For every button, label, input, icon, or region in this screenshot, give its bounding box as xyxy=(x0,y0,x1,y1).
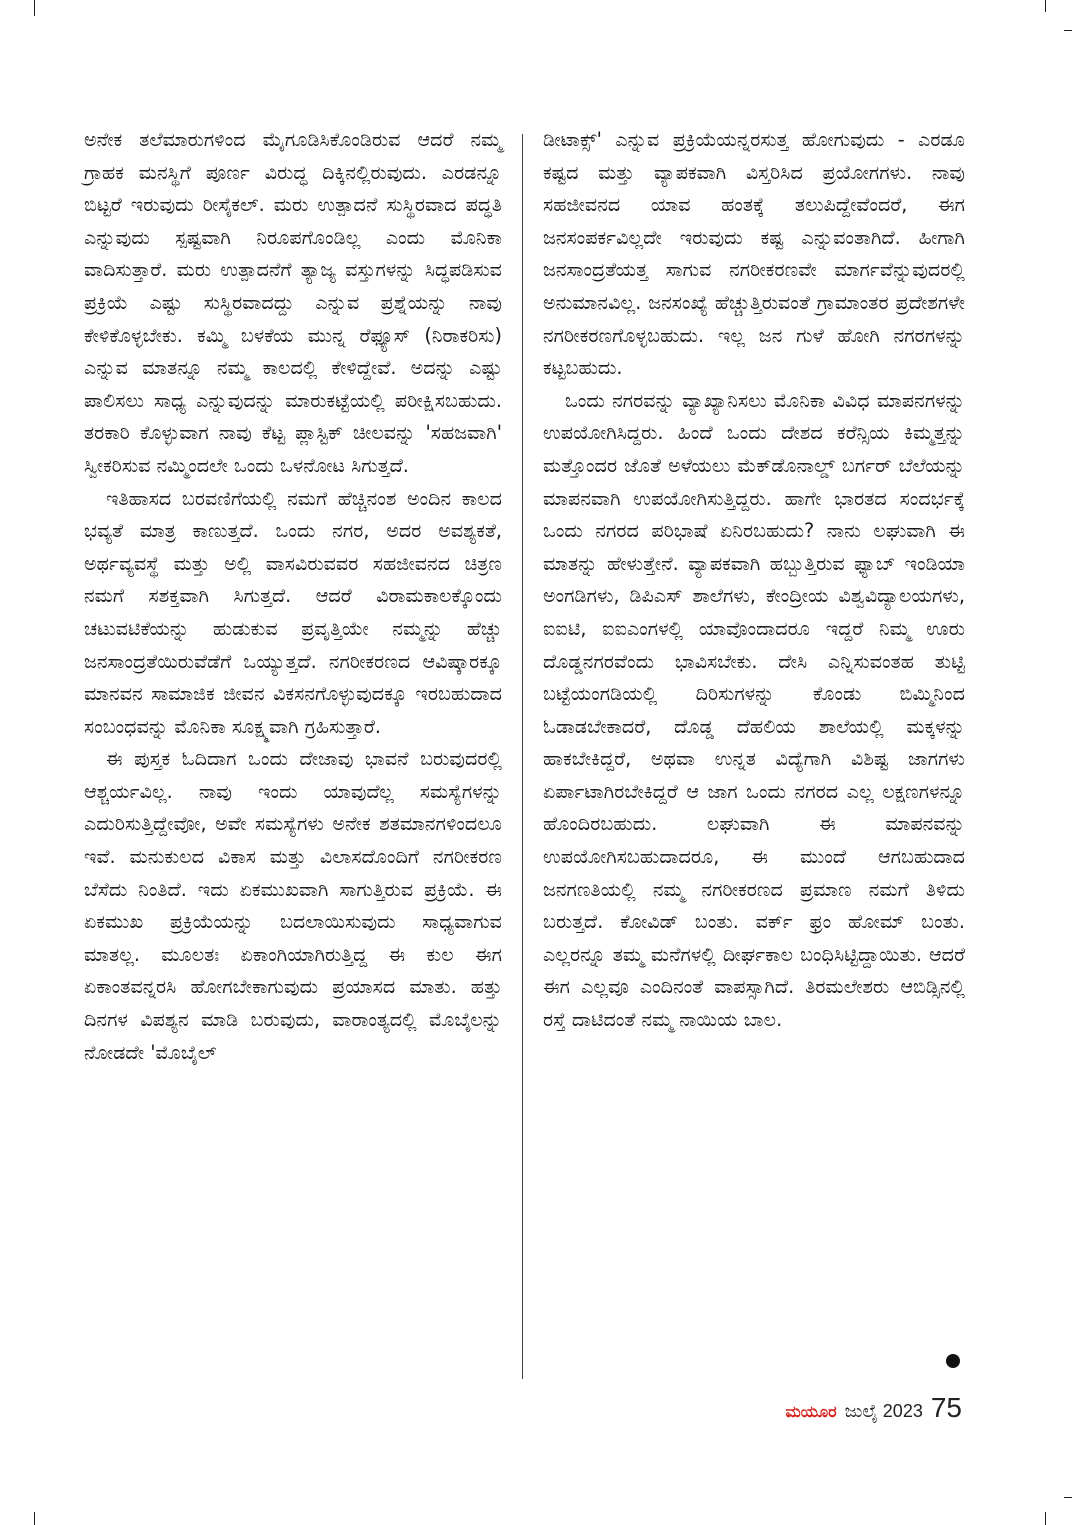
issue-date: ಜುಲೈ 2023 xyxy=(844,1401,923,1421)
article-column-left xyxy=(84,124,502,1069)
crop-mark-right-lower xyxy=(1064,1497,1072,1498)
crop-mark-bottom-left xyxy=(34,1512,35,1525)
end-of-article-bullet-icon xyxy=(946,1354,960,1368)
magazine-logo: ಮಯೂರ xyxy=(785,1404,837,1421)
paragraph: ಅನೇಕ ತಲೆಮಾರುಗಳಿಂದ ಮೈಗೂಡಿಸಿಕೊಂಡಿರುವ ಆದರೆ ನಮ್ಮ ಗ್ರಾಹಕ ಮನಸ್ಥಿಗೆ ಪೂರ್ಣ ವಿರುದ್ಧ ದಿಕ್ಕಿನಲ್ಲಿರುವುದು. ಎರಡನ್ನೂ ಬಿಟ್ಟರೆ ಇರುವುದು ರೀಸೈಕಲ್. ಮರು ಉತ್ಪಾದನೆ ಸುಸ್ಥಿರವಾದ ಪದ್ಧತಿ ಎನ್ನುವುದು ಸ್ಪಷ್ಟವಾಗಿ ನಿರೂಪಗೊಂಡಿಲ್ಲ ಎಂದು ಮೊನಿಕಾ ವಾದಿಸುತ್ತಾರೆ. ಮರು ಉತ್ಪಾದನೆಗೆ ತ್ಯಾಜ್ಯ ವಸ್ತುಗಳನ್ನು ಸಿದ್ಧಪಡಿಸುವ ಪ್ರಕ್ರಿಯೆ ಎಷ್ಟು ಸುಸ್ಥಿರವಾದದ್ದು ಎನ್ನುವ ಪ್ರಶ್ನೆಯನ್ನು ನಾವು ಕೇಳಿಕೊಳ್ಳಬೇಕು. ಕಮ್ಮಿ ಬಳಕೆಯ ಮುನ್ನ ರೆಫ್ಯೂಸ್ (ನಿರಾಕರಿಸು) ಎನ್ನುವ ಮಾತನ್ನೂ ನಮ್ಮ ಕಾಲದಲ್ಲಿ ಕೇಳಿದ್ದೇವೆ. ಅದನ್ನು ಎಷ್ಟು ಪಾಲಿಸಲು ಸಾಧ್ಯ ಎನ್ನುವುದನ್ನು ಮಾರುಕಟ್ಟೆಯಲ್ಲಿ ಪರೀಕ್ಷಿಸಬಹುದು. ತರಕಾರಿ ಕೊಳ್ಳುವಾಗ ನಾವು ಕೆಟ್ಟ ಪ್ಲಾಸ್ಟಿಕ್ ಚೀಲವನ್ನು 'ಸಹಜವಾಗಿ' ಸ್ವೀಕರಿಸುವ ನಮ್ಮಿಂದಲೇ ಒಂದು ಒಳನೋಟ ಸಿಗುತ್ತದೆ. xyxy=(84,128,502,477)
page-number: 75 xyxy=(930,1392,962,1423)
crop-mark-right-upper xyxy=(1064,30,1072,31)
article-column-right xyxy=(543,124,965,1037)
crop-mark-bottom-right xyxy=(1045,1512,1046,1525)
paragraph: ಒಂದು ನಗರವನ್ನು ವ್ಯಾಖ್ಯಾನಿಸಲು ಮೊನಿಕಾ ವಿವಿಧ ಮಾಪನಗಳನ್ನು ಉಪಯೋಗಿಸಿದ್ದರು. ಹಿಂದೆ ಒಂದು ದೇಶದ ಕರೆನ್ಸಿಯ ಕಿಮ್ಮತ್ತನ್ನು ಮತ್ತೊಂದರ ಜೊತೆ ಅಳೆಯಲು ಮೆಕ್‌ಡೊನಾಲ್ಡ್ ಬರ್ಗರ್ ಬೆಲೆಯನ್ನು ಮಾಪನವಾಗಿ ಉಪಯೋಗಿಸುತ್ತಿದ್ದರು. ಹಾಗೇ ಭಾರತದ ಸಂದರ್ಭಕ್ಕೆ ಒಂದು ನಗರದ ಪರಿಭಾಷೆ ಏನಿರಬಹುದು? ನಾನು ಲಘುವಾಗಿ ಈ ಮಾತನ್ನು ಹೇಳುತ್ತೇನೆ. ವ್ಯಾಪಕವಾಗಿ ಹಬ್ಬುತ್ತಿರುವ ಫ್ಯಾಬ್ ಇಂಡಿಯಾ ಅಂಗಡಿಗಳು, ಡಿಪಿಎಸ್ ಶಾಲೆಗಳು, ಕೇಂದ್ರೀಯ ವಿಶ್ವವಿದ್ಯಾಲಯಗಳು, ಐಐಟಿ, ಐಐಎಂಗಳಲ್ಲಿ ಯಾವೊಂದಾದರೂ ಇದ್ದರೆ ನಿಮ್ಮ ಊರು ದೊಡ್ಡನಗರವೆಂದು ಭಾವಿಸಬೇಕು. ದೇಸಿ ಎನ್ನಿಸುವಂತಹ ತುಟ್ಟಿ ಬಟ್ಟೆಯಂಗಡಿಯಲ್ಲಿ ದಿರಿಸುಗಳನ್ನು ಕೊಂಡು ಬಿಮ್ಮಿನಿಂದ ಓಡಾಡಬೇಕಾದರೆ, ದೊಡ್ಡ ದೆಹಲಿಯ ಶಾಲೆಯಲ್ಲಿ ಮಕ್ಕಳನ್ನು ಹಾಕಬೇಕಿದ್ದರೆ, ಅಥವಾ ಉನ್ನತ ವಿದ್ಯೆಗಾಗಿ ವಿಶಿಷ್ಟ ಜಾಗಗಳು ಏರ್ಪಾಟಾಗಿರಬೇಕಿದ್ದರೆ ಆ ಜಾಗ ಒಂದು ನಗರದ ಎಲ್ಲ ಲಕ್ಷಣಗಳನ್ನೂ ಹೊಂದಿರಬಹುದು. ಲಘುವಾಗಿ ಈ ಮಾಪನವನ್ನು ಉಪಯೋಗಿಸಬಹುದಾದರೂ, ಈ ಮುಂದೆ ಆಗಬಹುದಾದ ಜನಗಣತಿಯಲ್ಲಿ ನಮ್ಮ ನಗರೀಕರಣದ ಪ್ರಮಾಣ ನಮಗೆ ತಿಳಿದು ಬರುತ್ತದೆ. ಕೋವಿಡ್ ಬಂತು. ವರ್ಕ್ ಫ್ರಂ ಹೋಮ್ ಬಂತು. ಎಲ್ಲರನ್ನೂ ತಮ್ಮ ಮನೆಗಳಲ್ಲಿ ದೀರ್ಘಕಾಲ ಬಂಧಿಸಿಟ್ಟಿದ್ದಾಯಿತು. ಆದರೆ ಈಗ ಎಲ್ಲವೂ ಎಂದಿನಂತೆ ವಾಪಸ್ಸಾಗಿದೆ. ತಿರಮಲೇಶರು ಆಬಿಡ್ಸಿನಲ್ಲಿ ರಸ್ತೆ ದಾಟಿದಂತೆ ನಮ್ಮ ನಾಯಿಯ ಬಾಲ. xyxy=(543,388,965,1032)
paragraph: ಡೀಟಾಕ್ಸ್' ಎನ್ನುವ ಪ್ರಕ್ರಿಯೆಯನ್ನರಸುತ್ತ ಹೋಗುವುದು - ಎರಡೂ ಕಷ್ಟದ ಮತ್ತು ವ್ಯಾಪಕವಾಗಿ ವಿಸ್ತರಿಸಿದ ಪ್ರಯೋಗಗಳು. ನಾವು ಸಹಜೀವನದ ಯಾವ ಹಂತಕ್ಕೆ ತಲುಪಿದ್ದೇವೆಂದರೆ, ಈಗ ಜನಸಂಪರ್ಕವಿಲ್ಲದೇ ಇರುವುದು ಕಷ್ಟ ಎನ್ನುವಂತಾಗಿದೆ. ಹೀಗಾಗಿ ಜನಸಾಂದ್ರತೆಯತ್ತ ಸಾಗುವ ನಗರೀಕರಣವೇ ಮಾರ್ಗವೆನ್ನುವುದರಲ್ಲಿ ಅನುಮಾನವಿಲ್ಲ. ಜನಸಂಖ್ಯೆ ಹೆಚ್ಚುತ್ತಿರುವಂತೆ ಗ್ರಾಮಾಂತರ ಪ್ರದೇಶಗಳೇ ನಗರೀಕರಣಗೊಳ್ಳಬಹುದು. ಇಲ್ಲ ಜನ ಗುಳೆ ಹೋಗಿ ನಗರಗಳನ್ನು ಕಟ್ಟಬಹುದು. xyxy=(543,128,965,380)
crop-mark-top-left xyxy=(34,0,35,16)
paragraph: ಈ ಪುಸ್ತಕ ಓದಿದಾಗ ಒಂದು ದೇಜಾವು ಭಾವನೆ ಬರುವುದರಲ್ಲಿ ಆಶ್ಚರ್ಯವಿಲ್ಲ. ನಾವು ಇಂದು ಯಾವುದೆಲ್ಲ ಸಮಸ್ಯೆಗಳನ್ನು ಎದುರಿಸುತ್ತಿದ್ದೇವೋ, ಅವೇ ಸಮಸ್ಯೆಗಳು ಅನೇಕ ಶತಮಾನಗಳಿಂದಲೂ ಇವೆ. ಮನುಕುಲದ ವಿಕಾಸ ಮತ್ತು ವಿಲಾಸದೊಂದಿಗೆ ನಗರೀಕರಣ ಬೆಸೆದು ನಿಂತಿದೆ. ಇದು ಏಕಮುಖವಾಗಿ ಸಾಗುತ್ತಿರುವ ಪ್ರಕ್ರಿಯೆ. ಈ ಏಕಮುಖ ಪ್ರಕ್ರಿಯೆಯನ್ನು ಬದಲಾಯಿಸುವುದು ಸಾಧ್ಯವಾಗುವ ಮಾತಲ್ಲ. ಮೂಲತಃ ಏಕಾಂಗಿಯಾಗಿರುತ್ತಿದ್ದ ಈ ಕುಲ ಈಗ ಏಕಾಂತವನ್ನರಸಿ ಹೋಗಬೇಕಾಗುವುದು ಪ್ರಯಾಸದ ಮಾತು. ಹತ್ತು ದಿನಗಳ ವಿಪಶ್ಯನ ಮಾಡಿ ಬರುವುದು, ವಾರಾಂತ್ಯದಲ್ಲಿ ಮೊಬೈಲನ್ನು ನೋಡದೇ 'ಮೊಬೈಲ್ xyxy=(84,747,502,1064)
column-divider xyxy=(522,134,523,1379)
paragraph: ಇತಿಹಾಸದ ಬರವಣಿಗೆಯಲ್ಲಿ ನಮಗೆ ಹೆಚ್ಚಿನಂಶ ಅಂದಿನ ಕಾಲದ ಭವ್ಯತೆ ಮಾತ್ರ ಕಾಣುತ್ತದೆ. ಒಂದು ನಗರ, ಅದರ ಅವಶ್ಯಕತೆ, ಅರ್ಥವ್ಯವಸ್ಥೆ ಮತ್ತು ಅಲ್ಲಿ ವಾಸವಿರುವವರ ಸಹಜೀವನದ ಚಿತ್ರಣ ನಮಗೆ ಸಶಕ್ತವಾಗಿ ಸಿಗುತ್ತದೆ. ಆದರೆ ವಿರಾಮಕಾಲಕ್ಕೊಂದು ಚಟುವಟಿಕೆಯನ್ನು ಹುಡುಕುವ ಪ್ರವೃತ್ತಿಯೇ ನಮ್ಮನ್ನು ಹೆಚ್ಚು ಜನಸಾಂದ್ರತೆಯಿರುವೆಡೆಗೆ ಒಯ್ಯುತ್ತದೆ. ನಗರೀಕರಣದ ಆವಿಷ್ಕಾರಕ್ಕೂ ಮಾನವನ ಸಾಮಾಜಿಕ ಜೀವನ ವಿಕಸನಗೊಳ್ಳುವುದಕ್ಕೂ ಇರಬಹುದಾದ ಸಂಬಂಧವನ್ನು ಮೊನಿಕಾ ಸೂಕ್ಷ್ಮವಾಗಿ ಗ್ರಹಿಸುತ್ತಾರೆ. xyxy=(84,486,502,738)
crop-mark-top-right xyxy=(1045,0,1046,12)
page-footer xyxy=(786,1392,962,1424)
